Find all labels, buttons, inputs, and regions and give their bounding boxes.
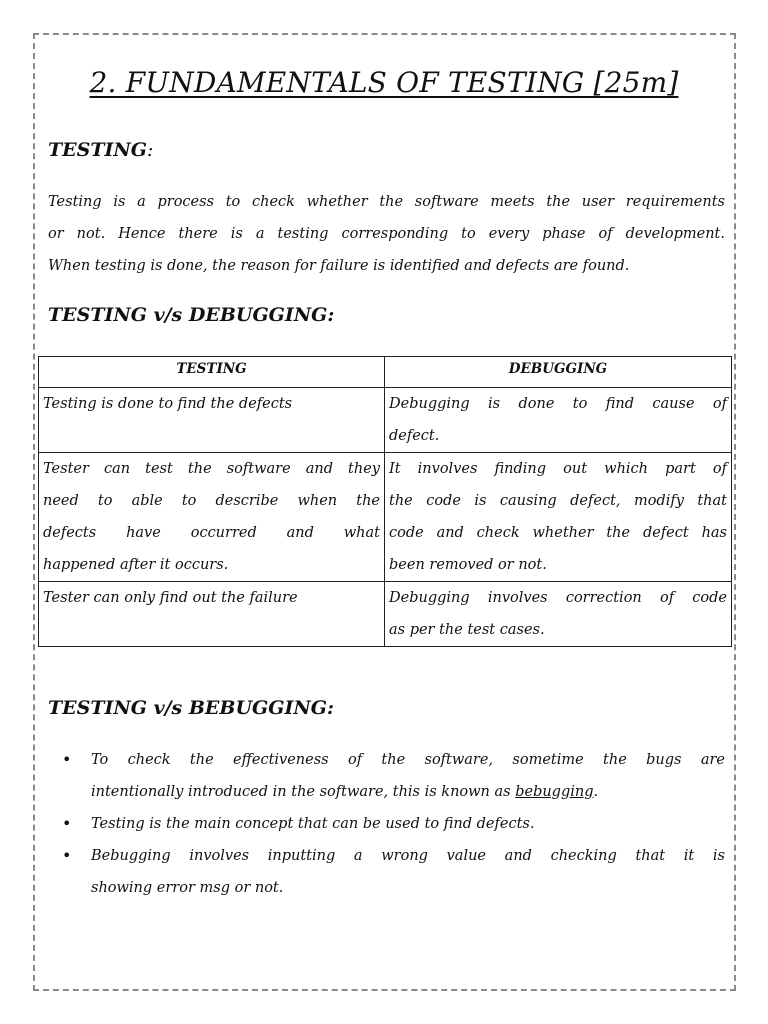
table-row [39, 582, 732, 647]
cell-line: happened after it occurs. [43, 557, 229, 573]
table-header-row [39, 357, 732, 388]
list-item [62, 744, 725, 808]
testing-heading [48, 139, 153, 161]
bebugging-term: bebugging [515, 784, 594, 800]
list-item [62, 808, 725, 840]
column-header-debugging: DEBUGGING [385, 357, 732, 388]
cell-line: Debugging involves correction of code [389, 590, 727, 606]
cell-line: Testing is done to find the defects [43, 396, 293, 412]
testing-vs-debugging-heading: TESTING v/s DEBUGGING: [48, 304, 335, 326]
testing-vs-bebugging-heading: TESTING v/s BEBUGGING: [48, 697, 334, 719]
cell-line: Tester can only find out the failure [43, 590, 298, 606]
bullet-line: • Bebugging involves inputting a wrong value and checking that it is [91, 848, 725, 864]
cell-line: defect. [389, 428, 440, 444]
debugging-cell [385, 388, 732, 453]
table-row [39, 388, 732, 453]
bullet-line: • To check the effectiveness of the software, sometime the bugs are [91, 752, 725, 768]
column-header-testing: TESTING [39, 357, 385, 388]
testing-vs-debugging-table [38, 356, 732, 647]
cell-line: need to able to describe when the [43, 493, 380, 509]
bullet-line: • Testing is the main concept that can be used to find defects. [91, 816, 535, 832]
cell-line: code and check whether the defect has [389, 525, 727, 541]
table-row [39, 453, 732, 582]
testing-cell [39, 582, 385, 647]
testing-cell [39, 388, 385, 453]
bebugging-bullet-list [62, 744, 725, 904]
debugging-cell [385, 453, 732, 582]
bullet-line [91, 776, 725, 808]
cell-line: been removed or not. [389, 557, 547, 573]
paragraph-line: When testing is done, the reason for failure is identified and defects are found. [48, 258, 630, 274]
bullet-text: intentionally introduced in the software, this is known as [91, 784, 516, 800]
testing-definition [48, 186, 725, 282]
testing-cell [39, 453, 385, 582]
testing-heading-colon: : [146, 139, 154, 161]
testing-heading-text: TESTING [48, 139, 147, 161]
cell-line: Debugging is done to find cause of [389, 396, 727, 412]
cell-line: Tester can test the software and they [43, 461, 380, 477]
list-item [62, 840, 725, 904]
cell-line: It involves finding out which part of [389, 461, 727, 477]
page-title: 2. FUNDAMENTALS OF TESTING [25m] [89, 66, 679, 99]
cell-line: as per the test cases. [389, 622, 545, 638]
paragraph-line: Testing is a process to check whether the software meets the user requirements [48, 194, 725, 210]
cell-line: defects have occurred and what [43, 525, 380, 541]
debugging-cell [385, 582, 732, 647]
paragraph-line: or not. Hence there is a testing corresponding to every phase of development. [48, 226, 725, 242]
bullet-line: showing error msg or not. [91, 880, 284, 896]
bullet-text: . [593, 784, 599, 800]
cell-line: the code is causing defect, modify that [389, 493, 727, 509]
